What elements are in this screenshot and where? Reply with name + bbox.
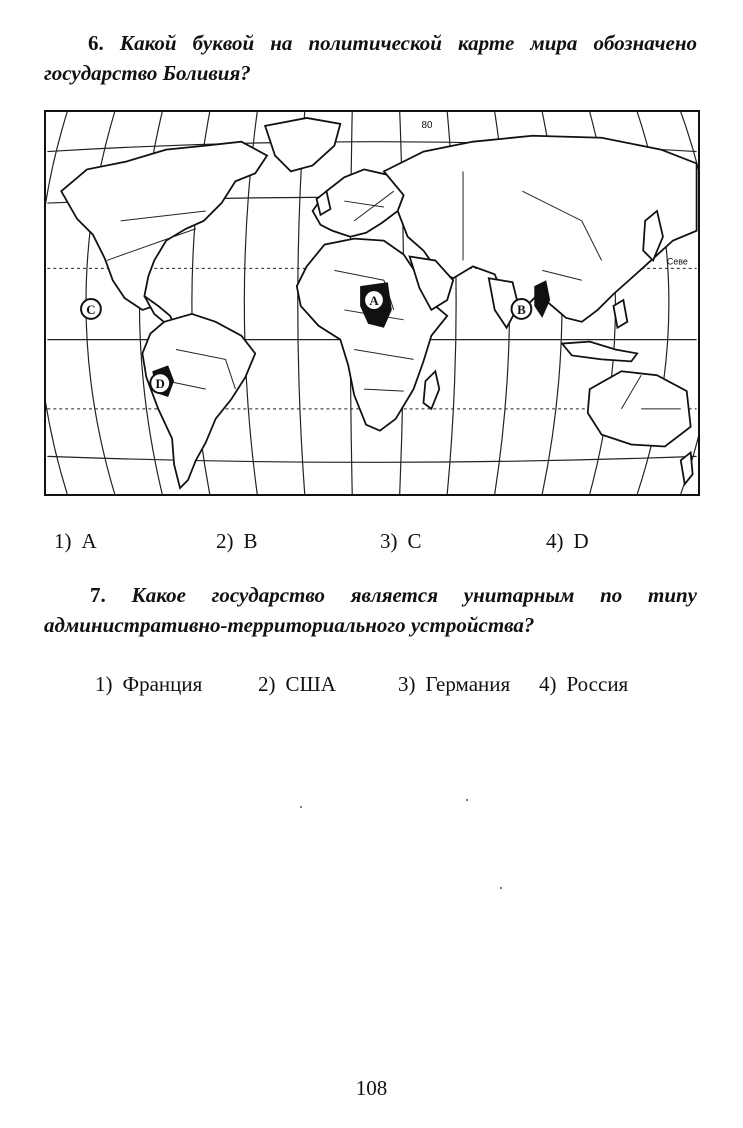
option-label: B	[243, 529, 258, 553]
question-7-number: 7.	[90, 583, 106, 607]
parallel-80-label: 80	[421, 119, 433, 131]
marker-d	[150, 373, 170, 393]
question-7	[44, 580, 697, 640]
marker-a-letter: A	[369, 293, 379, 308]
answer-6-option-4[interactable]	[546, 528, 589, 554]
option-label: D	[573, 529, 589, 553]
marker-a	[364, 290, 384, 310]
scan-speck	[466, 799, 468, 801]
answer-7-option-2[interactable]	[258, 671, 336, 697]
option-label: C	[407, 529, 422, 553]
option-number: 1)	[95, 672, 113, 696]
option-number: 3)	[398, 672, 416, 696]
question-6-number: 6.	[88, 31, 104, 55]
question-6	[44, 28, 697, 88]
question-7-text: Какое государство является унитарным по типу административно-территориального устройства?	[44, 583, 698, 637]
marker-b	[512, 299, 532, 319]
tropic-north-label: Севе	[666, 256, 688, 267]
option-label: Россия	[566, 672, 629, 696]
marker-c-letter: C	[86, 302, 96, 317]
answer-7-option-1[interactable]	[95, 671, 202, 697]
scan-speck	[300, 806, 302, 808]
marker-c	[81, 299, 101, 319]
page-number: 108	[355, 1076, 388, 1100]
answer-6-option-3[interactable]	[380, 528, 422, 554]
option-number: 2)	[216, 529, 234, 553]
option-number: 2)	[258, 672, 276, 696]
option-number: 4)	[539, 672, 557, 696]
option-label: Германия	[425, 672, 511, 696]
option-label: Франция	[122, 672, 203, 696]
political-world-map	[44, 110, 700, 496]
option-label: США	[285, 672, 336, 696]
option-label: A	[81, 529, 97, 553]
option-number: 4)	[546, 529, 564, 553]
question-6-text: Какой буквой на политической карте мира обозначено государство Боливия?	[44, 31, 697, 85]
answer-6-option-1[interactable]	[54, 528, 97, 554]
marker-b-letter: B	[517, 302, 526, 317]
scan-speck	[500, 887, 502, 889]
option-number: 3)	[380, 529, 398, 553]
answer-6-option-2[interactable]	[216, 528, 258, 554]
answer-7-option-3[interactable]	[398, 671, 510, 697]
option-number: 1)	[54, 529, 72, 553]
marker-d-letter: D	[155, 377, 165, 392]
world-map-svg	[46, 112, 698, 494]
answer-7-option-4[interactable]	[539, 671, 628, 697]
